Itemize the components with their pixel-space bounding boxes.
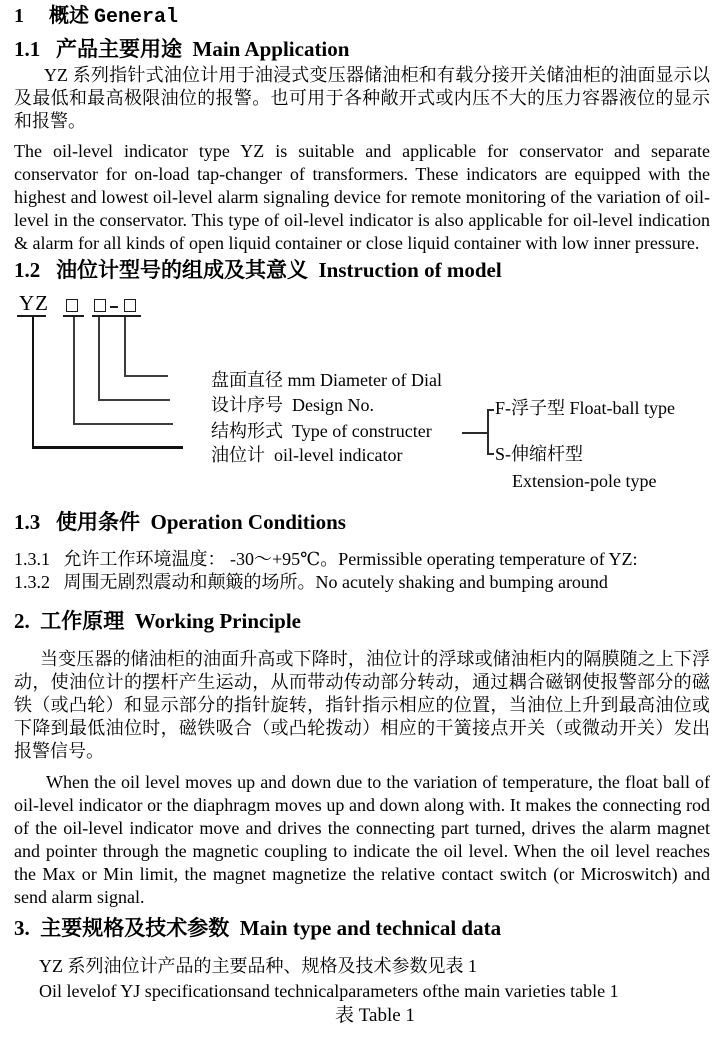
condition-item-131: 1.3.1 允许工作环境温度： -30～+95℃。Permissible operating temperature of YZ: bbox=[14, 549, 638, 569]
label-extension-pole-type-en: Extension-pole type bbox=[512, 471, 657, 491]
paragraph-2-chinese: 当变压器的储油柜的油面升高或下降时，油位计的浮球或储油柜内的隔膜随之上下浮动，使油位计的摆杆产生运动，从而带动传动部分转动，通过耦合磁钢使报警部分的磁铁（或凸轮）和显示部分的指针旋转，指针指示相应的位置，当油位上升到最高油位或下降到最低油位时，磁铁吸合（或凸轮拨动）相应的干簧接点开关（或微动开关）发出报警信号。 bbox=[14, 649, 710, 761]
paragraph-1-1-chinese: YZ 系列指针式油位计用于油浸式变压器储油柜和有载分接开关储油柜的油面显示以及最低和最高极限油位的报警。也可用于各种敞开式或内压不大的压力容器液位的显示和报警。 bbox=[14, 65, 710, 131]
heading-1-english: General bbox=[94, 6, 179, 29]
label-design-no: 设计序号 Design No. bbox=[211, 395, 374, 415]
model-hyphen bbox=[110, 306, 118, 308]
heading-1-3-operation-conditions: 1.3 使用条件 Operation Conditions bbox=[14, 510, 346, 534]
connector-diameter-of-dial bbox=[124, 317, 168, 377]
label-diameter-of-dial: 盘面直径 mm Diameter of Dial bbox=[211, 370, 442, 390]
label-oil-level-indicator: 油位计 oil-level indicator bbox=[211, 445, 403, 465]
heading-2-working-principle: 2. 工作原理 Working Principle bbox=[14, 609, 302, 633]
paragraph-1-1-english: The oil-level indicator type YZ is suitable and applicable for conservator and separate conservator for on-load tap-changer of transformers. These indicators are equipped with the highest and lowest oil-level alarm signaling device for remote monitoring of the variation of oil-level in the conservator. This type of oil-level indicator is also applicable for oil-level indication & alarm for all kinds of open liquid container or close liquid container with low inner pressure. bbox=[14, 141, 710, 253]
paragraph-3-chinese: YZ 系列油位计产品的主要品种、规格及技术参数见表 1 bbox=[39, 956, 477, 976]
model-box-2 bbox=[94, 299, 106, 312]
label-type-of-constructer: 结构形式 Type of constructer bbox=[211, 421, 432, 441]
branch-dash-line bbox=[462, 432, 487, 434]
paragraph-3-english: Oil levelof YJ specificationsand technicalparameters ofthe main varieties table 1 bbox=[39, 981, 619, 1001]
heading-1-general bbox=[14, 4, 710, 30]
condition-item-132: 1.3.2 周围无剧烈震动和颠簸的场所。No acutely shaking and bumping around bbox=[14, 572, 608, 592]
heading-3-main-type-technical-data: 3. 主要规格及技术参数 Main type and technical data bbox=[14, 916, 502, 940]
model-prefix: YZ bbox=[19, 291, 49, 315]
model-code-diagram bbox=[0, 293, 710, 493]
model-box-3 bbox=[124, 299, 136, 312]
model-box-1 bbox=[66, 299, 78, 312]
branch-vertical-line bbox=[487, 409, 489, 455]
heading-1-number-cn: 1 概述 bbox=[14, 5, 94, 27]
heading-1-2-instruction-of-model: 1.2 油位计型号的组成及其意义 Instruction of model bbox=[14, 258, 502, 282]
branch-bottom-tick bbox=[487, 453, 494, 455]
heading-1-1-main-application: 1.1 产品主要用途 Main Application bbox=[14, 37, 350, 61]
label-extension-pole-type-cn: S-伸缩杆型 bbox=[495, 444, 584, 464]
label-float-ball-type: F-浮子型 Float-ball type bbox=[495, 398, 675, 418]
paragraph-2-english: When the oil level moves up and down due to the variation of temperature, the float ball of oil-level indicator or the diaphragm moves up and down along with. It makes the connecting rod of the oil-level indicator move and drives the connecting part turned, drives the alarm magnet and pointer through the magnetic coupling to indicate the oil level. When the oil level reaches the Max or Min limit, the magnet magnetize the relative contact switch (or Microswitch) and send alarm signal. bbox=[14, 772, 710, 907]
table-1-caption: 表 Table 1 bbox=[335, 1005, 415, 1026]
branch-top-tick bbox=[487, 409, 494, 411]
